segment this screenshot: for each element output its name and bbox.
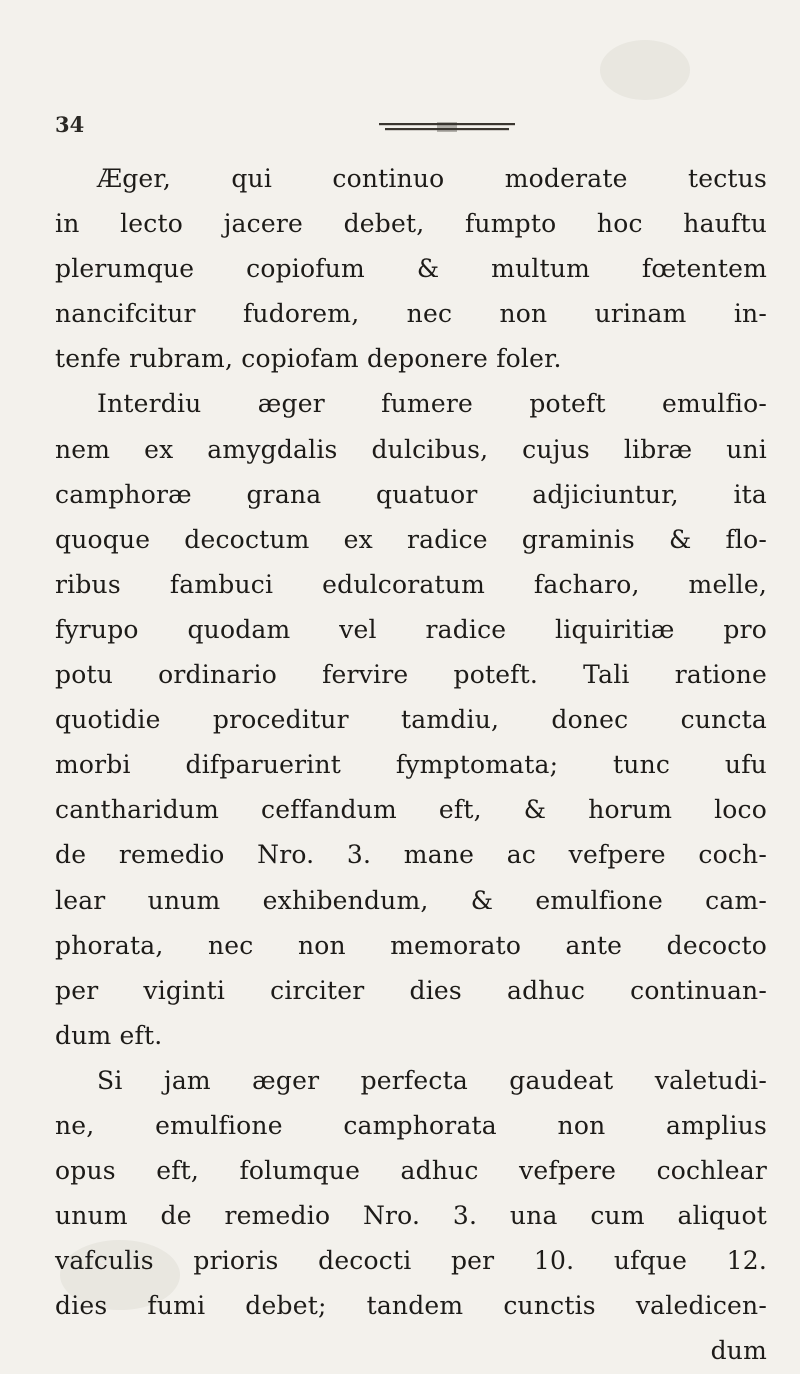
- page-header: [55, 108, 755, 148]
- text-line: vafculis prioris decocti per 10. ufque 12.: [55, 1246, 767, 1276]
- text-line: opus eft, folumque adhuc vefpere cochlear: [55, 1156, 767, 1186]
- text-line: nancifcitur fudorem, nec non urinam in-: [55, 299, 767, 329]
- text-line: dum eft.: [55, 1020, 163, 1050]
- body-text: [55, 156, 767, 1374]
- text-line: de remedio Nro. 3. mane ac vefpere coch-: [55, 840, 767, 870]
- text-line: ne, emulfione camphorata non amplius: [55, 1110, 767, 1140]
- text-line: dies fumi debet; tandem cunctis valedicen-: [55, 1291, 767, 1321]
- text-line: quotidie proceditur tamdiu, donec cuncta: [55, 705, 767, 735]
- text-line: unum de remedio Nro. 3. una cum aliquot: [55, 1201, 767, 1231]
- text-line: phorata, nec non memorato ante decocto: [55, 930, 767, 960]
- text-line: quoque decoctum ex radice graminis & flo-: [55, 524, 767, 554]
- text-line: lear unum exhibendum, & emulfione cam-: [55, 885, 767, 915]
- text-line: nem ex amygdalis dulcibus, cujus libræ uni: [55, 434, 767, 464]
- text-line: Si jam æger perfecta gaudeat valetudi-: [97, 1065, 767, 1095]
- page-number: 34: [55, 112, 85, 137]
- text-line: cantharidum ceffandum eft, & horum loco: [55, 795, 767, 825]
- text-line: in lecto jacere debet, fumpto hoc hauftu: [55, 209, 767, 239]
- text-line: ribus fambuci edulcoratum facharo, melle,: [55, 569, 767, 599]
- text-line: potu ordinario fervire poteft. Tali ratione: [55, 660, 767, 690]
- text-line: morbi difparuerint fymptomata; tunc ufu: [55, 750, 767, 780]
- text-line: per viginti circiter dies adhuc continuan-: [55, 975, 767, 1005]
- text-line: Interdiu æger fumere poteft emulfio-: [97, 389, 767, 419]
- paper-stain: [600, 40, 690, 100]
- text-line: Æger, qui continuo moderate tectus: [97, 164, 767, 193]
- text-line: fyrupo quodam vel radice liquiritiæ pro: [55, 614, 767, 644]
- catchword: dum: [710, 1336, 767, 1366]
- text-line: plerumque copiofum & multum fœtentem: [55, 254, 767, 284]
- text-line: camphoræ grana quatuor adjiciuntur, ita: [55, 479, 767, 509]
- header-rule-ornament: [377, 120, 517, 134]
- text-line: tenfe rubram, copiofam deponere foler.: [55, 344, 562, 374]
